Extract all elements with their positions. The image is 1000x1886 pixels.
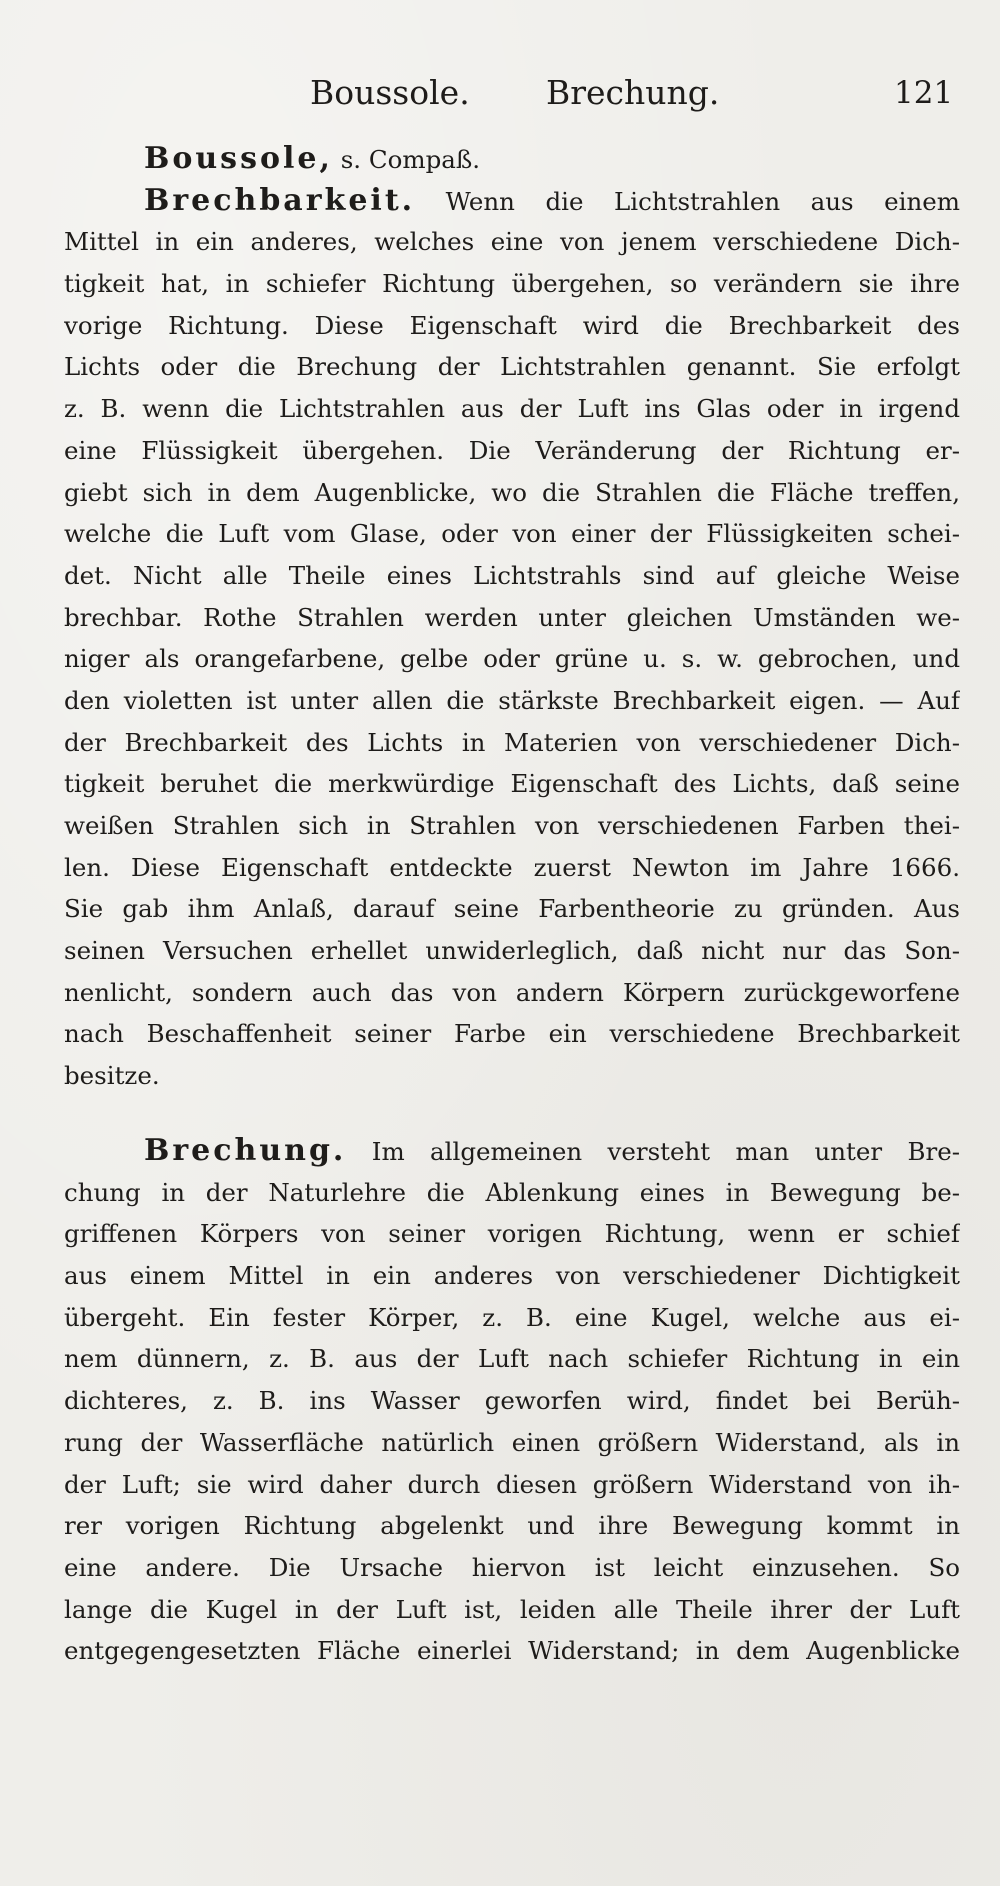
- entry-boussole: [64, 138, 960, 180]
- text-line: den violetten ist unter allen die stärkste Brechbarkeit eigen. — Auf: [64, 685, 960, 715]
- main-text-block: [64, 138, 960, 1097]
- text-line: brechbar. Rothe Strahlen werden unter gleichen Umständen we-: [64, 602, 960, 632]
- text-line: der Luft; sie wird daher durch diesen größern Widerstand von ih-: [64, 1469, 960, 1499]
- text-line: der Brechbarkeit des Lichts in Materien von verschiedener Dich-: [64, 727, 960, 757]
- entry-boussole-text: s. Compaß.: [340, 145, 481, 174]
- text-line: seinen Versuchen erhellet unwiderleglich, daß nicht nur das Son-: [64, 936, 960, 966]
- text-line: Sie gab ihm Anlaß, darauf seine Farbentheorie zu gründen. Aus: [64, 894, 960, 924]
- text-line: Mittel in ein anderes, welches eine von jenem verschiedene Dich-: [64, 227, 960, 257]
- page-number: 121: [894, 75, 954, 111]
- text-line: det. Nicht alle Theile eines Lichtstrahls sind auf gleiche Weise: [64, 560, 960, 590]
- text-line: nach Beschaffenheit seiner Farbe ein verschiedene Brechbarkeit: [64, 1019, 960, 1049]
- text-line: chung in der Naturlehre die Ablenkung eines in Bewegung be-: [64, 1177, 960, 1207]
- text-line: niger als orangefarbene, gelbe oder grüne u. s. w. gebrochen, und: [64, 644, 960, 674]
- text-line: besitze.: [64, 1061, 160, 1091]
- text-line: tigkeit hat, in schiefer Richtung übergehen, so verändern sie ihre: [64, 269, 960, 299]
- text-line: tigkeit beruhet die merkwürdige Eigenschaft des Lichts, daß seine: [64, 769, 960, 799]
- brechung-text-block: [64, 1130, 960, 1672]
- text-line: giebt sich in dem Augenblicke, wo die Strahlen die Fläche treffen,: [64, 477, 960, 507]
- text-line: lange die Kugel in der Luft ist, leiden alle Theile ihrer der Luft: [64, 1594, 960, 1624]
- running-header: [0, 68, 1000, 118]
- text-line: rung der Wasserfläche natürlich einen größern Widerstand, als in: [64, 1427, 960, 1457]
- entry-brechbarkeit-first-line: [64, 180, 960, 222]
- text-line: rer vorigen Richtung abgelenkt und ihre Bewegung kommt in: [64, 1511, 960, 1541]
- text-line: weißen Strahlen sich in Strahlen von verschiedenen Farben thei-: [64, 811, 960, 840]
- entry-brechbarkeit-body: [64, 221, 960, 1096]
- text-line: aus einem Mittel in ein anderes von verschiedener Dichtigkeit: [64, 1261, 960, 1291]
- entry-brechung-opening: Im allgemeinen versteht man unter Bre-: [371, 1137, 960, 1166]
- text-line: griffenen Körpers von seiner vorigen Richtung, wenn er schief: [64, 1219, 960, 1249]
- header-right-title: Brechung.: [546, 73, 720, 112]
- text-line: eine Flüssigkeit übergehen. Die Veränderung der Richtung er-: [64, 435, 960, 465]
- lemma-brechbarkeit: Brechbarkeit.: [144, 182, 416, 218]
- text-line: eine andere. Die Ursache hiervon ist leicht einzusehen. So: [64, 1552, 960, 1582]
- lemma-boussole: Boussole,: [144, 141, 333, 176]
- lemma-brechung: Brechung.: [144, 1133, 347, 1168]
- text-line: Lichts oder die Brechung der Lichtstrahlen genannt. Sie erfolgt: [64, 352, 960, 382]
- entry-brechung-first-line: [64, 1130, 960, 1172]
- entry-brechbarkeit-opening: Wenn die Lichtstrahlen aus einem: [445, 186, 960, 216]
- text-line: z. B. wenn die Lichtstrahlen aus der Luft ins Glas oder in irgend: [64, 394, 960, 424]
- text-line: nem dünnern, z. B. aus der Luft nach schiefer Richtung in ein: [64, 1344, 960, 1374]
- text-line: entgegengesetzten Fläche einerlei Widerstand; in dem Augenblicke: [64, 1636, 960, 1666]
- text-line: nenlicht, sondern auch das von andern Körpern zurückgeworfene: [64, 977, 960, 1007]
- text-line: dichteres, z. B. ins Wasser geworfen wird, findet bei Berüh-: [64, 1386, 960, 1416]
- text-line: welche die Luft vom Glase, oder von einer der Flüssigkeiten schei-: [64, 519, 960, 549]
- text-line: len. Diese Eigenschaft entdeckte zuerst Newton im Jahre 1666.: [64, 852, 960, 882]
- entry-brechung-body: [64, 1172, 960, 1672]
- header-left-title: Boussole.: [310, 73, 470, 112]
- text-line: vorige Richtung. Diese Eigenschaft wird die Brechbarkeit des: [64, 310, 960, 340]
- text-line: übergeht. Ein fester Körper, z. B. eine Kugel, welche aus ei-: [64, 1302, 960, 1332]
